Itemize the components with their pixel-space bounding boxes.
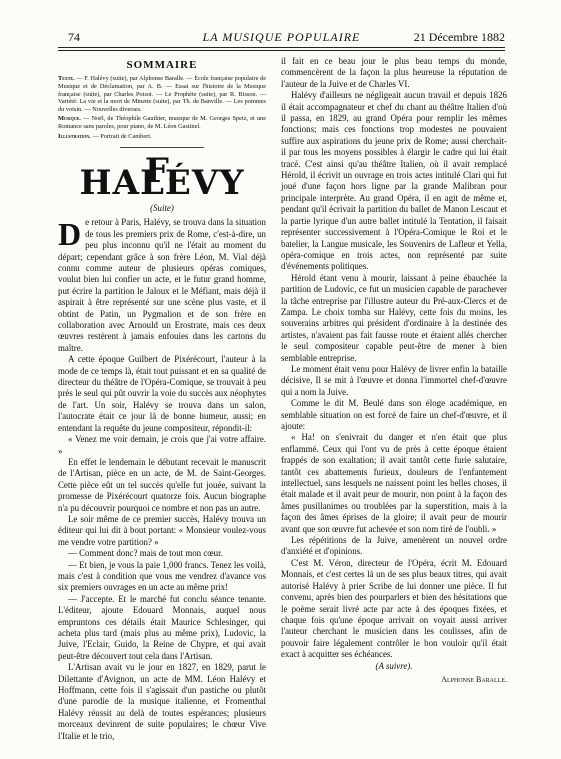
article-paragraph: « Venez me voir demain, je crois que j'ai votre affaire. » bbox=[58, 434, 266, 456]
header-rule-double bbox=[58, 50, 505, 51]
journal-title: LA MUSIQUE POPULAIRE bbox=[202, 30, 361, 44]
article-paragraph: — Et bien, je vous la paie 1,000 francs. Tenez les voilà, mais c'est à condition que vous me vendrez d'avance vos six premiers ouvrages en un acte au même prix! bbox=[58, 559, 266, 593]
right-column bbox=[281, 56, 507, 685]
article-title: F. HALÉVY bbox=[79, 151, 245, 203]
sommaire-musique-body: — Noël, de Théophile Gauthier, musique de M. Georges Spetz, et une Romance sans paroles, pour piano, de M. Léon Gastinel. bbox=[58, 115, 266, 130]
sommaire-texte-body: — F. Halévy (suite), par Alphonse Baralle. — École française populaire de Musique et de Déclamation, par A. B. — Essai sur l'histoire de la Musique française (suite), par Charles Poisot. — Le Prophète (suite), par R. Bisson. — Variété: La vie et la mort de Minette (suite), par Th. de Banville. — Les pommes du voisin. — Nouvelles diverses. bbox=[58, 75, 266, 113]
article-paragraph: A cette époque Guilbert de Pixérécourt, l'auteur à la mode de ce temps là, était tout puissant et en sa qualité de directeur du théâtre de l'Opéra-Comique, se trouvait à peu près le seul qui pût ouvrir la voie du succès aux néophytes de l'art. Un soir, Halévy se trouva dans un salon, l'autocrate était ce jour là de bonne humeur, aussi; en entendant la requête du jeune compositeur, répondit-il: bbox=[58, 354, 266, 433]
suite-label: (Suite) bbox=[150, 202, 174, 213]
article-paragraph: Les répétitions de la Juive, amenèrent un nouvel ordre d'anxiété et d'opinions. bbox=[281, 535, 507, 557]
author-signature: Alphonse Baralle. bbox=[441, 674, 507, 684]
article-paragraph: Le moment était venu pour Halévy de livrer enfin la bataille décisive, Il se mit à l'œuvre et donna l'immortel chef-d'œuvre qui a nom la Juive. bbox=[281, 363, 507, 397]
article-paragraph: — J'accepte. Et le marché fut conclu séance tenante. L'éditeur, ajoute Edouard Monnais, auquel nous empruntons ces détails était Maurice Schlesinger, qui acheta plus tard (mais plus au même prix), Ludovic, la Juive, l'Eclair, Guido, la Reine de Chypre, et qui avait peut-être découvert tout cela dans l'Artisan. bbox=[58, 593, 266, 661]
sommaire-musique bbox=[58, 115, 266, 130]
article-paragraph: — Comment donc? mais de tout mon cœur. bbox=[68, 548, 223, 559]
sommaire-title: SOMMAIRE bbox=[126, 59, 198, 71]
header-rule bbox=[58, 47, 505, 48]
sommaire-illustration bbox=[58, 133, 266, 141]
article-paragraph: Hérold étant venu à mourir, laissant à peine ébauchée la partition de Ludovic, ce fut un musicien capable de parachever la tâche entreprise par l'illustre auteur du Pré-aux-Clercs et de Zampa. Le choix tomba sur Halévy, cette fois du moins, les souverains arbitres qui président d'ordinaire à la destinée des artistes, n'avaient pas fait fausse route et étaient allés chercher le seul compositeur capable peut-être de mener à bien semblable entreprise. bbox=[281, 272, 507, 363]
article-paragraph: L'Artisan avait vu le jour en 1827, en 1829, parut le Dilettante d'Avignon, un acte de MM. Léon Halévy et Hoffmann, cette fois il s'agissait d'un pastiche ou plutôt d'une parodie de la musique italienne, et Fromenthal Halévy réussit au delà de toutes espérances; plusieurs morceaux devinrent de suite populaires; le chœur Vive l'Italie et le trio, bbox=[58, 662, 266, 741]
to-be-continued: (A suivre). bbox=[375, 660, 413, 671]
sommaire-texte bbox=[58, 75, 266, 113]
issue-date: 21 Décembre 1882 bbox=[413, 30, 505, 44]
article-paragraph: Comme le dit M. Beulé dans son éloge académique, en semblable situation on est forcé de faire un chef-d'œuvre, et il ajoute: bbox=[281, 398, 507, 431]
article-paragraph: C'est M. Véron, directeur de l'Opéra, écrit M. Edouard Monnais, et c'est certes là un de ses plus beaux titres, qui avait autorisé Halévy à prier Scribe de lui donner une pièce. Il fut convenu, après bien des pourparlers et bien des hésitations que le poème serait livré acte par acte à des époques fixées, et chaque fois qu'une époque arrivait on voyait aussi arriver l'auteur cherchant le musicien dans les coulisses, afin de pouvoir faire légalement contrôler le bon vouloir qu'il était exact à acquitter ses échéances. bbox=[281, 557, 507, 660]
left-column bbox=[58, 56, 266, 742]
article-paragraph: il fait en ce beau jour le plus beau temps du monde, commencèrent de la façon la plus heureuse la réputation de l'auteur de la Juive et de Charles VI. bbox=[281, 56, 507, 89]
separator-rule bbox=[120, 147, 203, 148]
article-paragraph: En effet le lendemain le débutant recevait le manuscrit de l'Artisan, pièce en un acte, de M. de Saint-Georges. Cette pièce eût un tel succès qu'elle fut jouée, suivant la promesse de Pixérécourt quatorze fois. Aucun biographe n'a pu découvrir pourquoi ce nombre et non pas un autre. bbox=[58, 456, 266, 513]
sommaire-illustration-label: Illustration. bbox=[58, 132, 91, 140]
sommaire-musique-label: Musique. bbox=[58, 115, 81, 123]
drop-cap: D bbox=[58, 216, 82, 253]
sommaire-illustration-body: — Portrait de Cambert. bbox=[92, 132, 152, 140]
running-header bbox=[58, 30, 505, 46]
sommaire-texte-label: Texte. bbox=[58, 75, 75, 83]
page-number: 74 bbox=[68, 30, 80, 44]
article-paragraph: De retour à Paris, Halévy, se trouva dans la situation de tous les premiers prix de Rome, c'est-à-dire, un peu plus inconnu qu'il ne l'était au moment du départ; cependant grâce à son frère Léon, M. Vial déjà connu comme auteur de plusieurs opéras comiques, voulut bien lui confier un acte, et le futur grand homme, put écrire la partition le Jaloux et le Méfiant, mais déjà il aspirait à être représenté sur une scène plus vaste, et il obtint de Patin, un Pygmalion et de son frère en collaboration avec Arnould un Erostrate, mais ces deux œuvres restèrent à jamais enfouies dans les cartons du maître. bbox=[58, 216, 266, 353]
article-paragraph: « Ha! on s'enivrait du danger et n'en était que plus enflammé. Ceux qui l'ont vu de près à cette époque étaient frappés de son exaltation; il avait tantôt cette furie salutaire, tantôt ces abattements furieux, douleurs de l'enfantement intellectuel, sans lesquels ne naissent point les belles choses, il était malade et il avait peur de mourir, non point à la façon des âmes pusillanimes ou troublées par la superstition, mais à la façon des âmes éprises de la gloire; il avait peur de mourir avant que son œuvre fut achevée et son nom tiré de l'oubli. » bbox=[281, 432, 507, 534]
article-paragraph: Le soir même de ce premier succès, Halévy trouva un éditeur qui lui dit à bout portant: « Monsieur voulez-vous me vendre votre partition? » bbox=[58, 513, 266, 547]
article-paragraph: Halévy d'ailleurs ne négligeait aucun travail et depuis 1826 il était accompagnateur et chef du chant au théâtre Italien d'où il passa, en 1829, au grand Opéra pour remplir les mêmes fonctions; mais ces fonctions trop modestes ne pouvaient suffire aux aspirations du jeune prix de Rome; aussi cherchait-il par tous les moyens possibles à élargir le cadre qui lui était tracé. C'est ainsi qu'au théâtre Italien, où il avait remplacé Hérold, il écrivit un ouvrage en trois actes intitulé Clari qui fut joué d'une façon hors ligne par la grande Malibran pour principale interprète. Au grand Opéra, il en agit de même et, pendant qu'il écrivait la partition du ballet de Manon Lescaut et la partie lyrique d'un autre ballet intitulé la Tentation, il faisait représenter successivement à l'Opéra-Comique le Roi et le batelier, la Langue musicale, les Souvenirs de Lafleur et Yella, opéra-comique en trois actes, non représenté par suite d'événements politiques. bbox=[281, 90, 507, 272]
